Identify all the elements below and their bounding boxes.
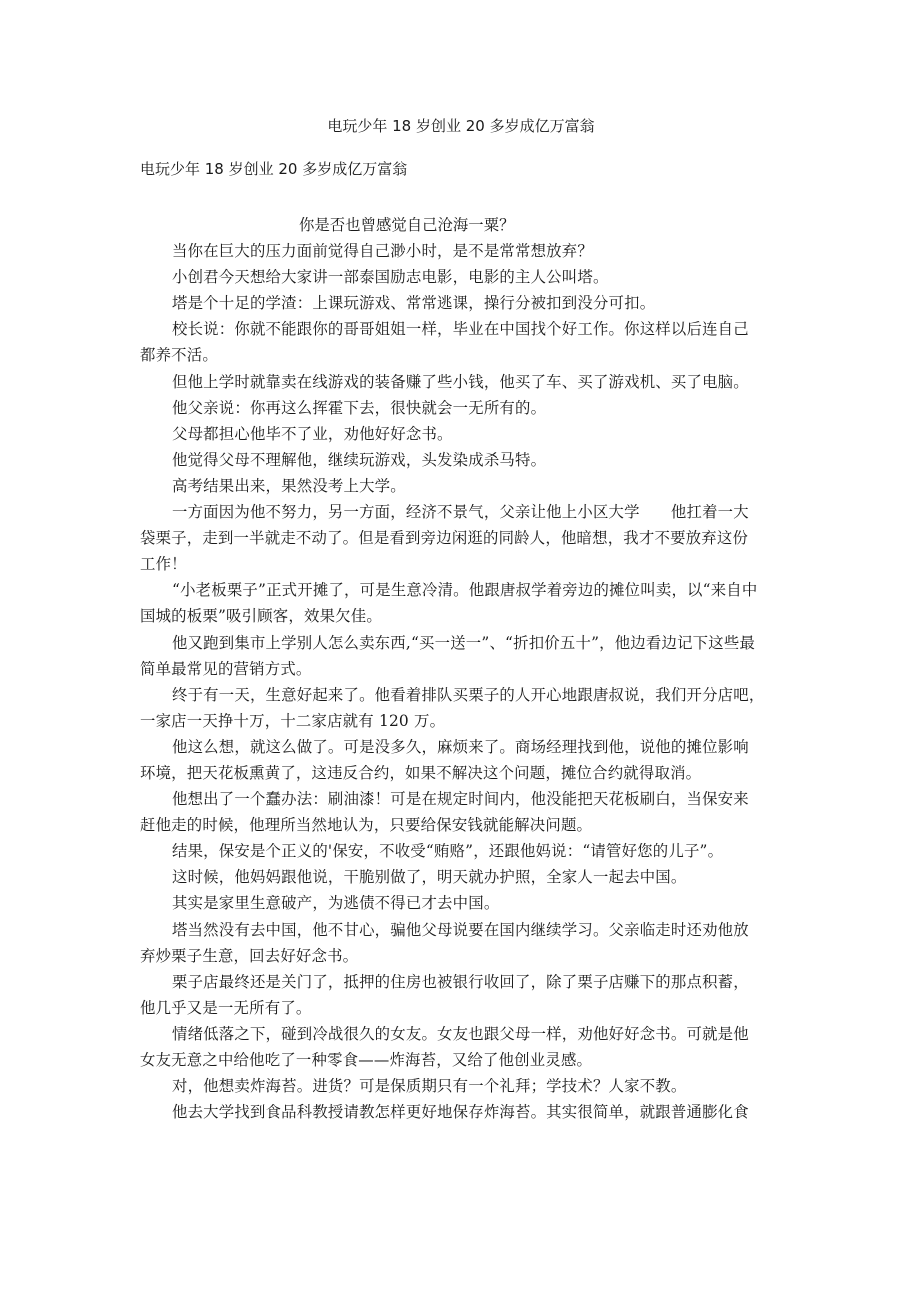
paragraph	[140, 264, 782, 290]
paragraph-line: 工作！	[140, 555, 187, 574]
paragraph	[140, 1073, 782, 1099]
paragraph-line: 高考结果出来，果然没考上大学。	[172, 476, 406, 495]
paragraph-line: 简单最常见的营销方式。	[140, 659, 312, 678]
paragraph	[140, 473, 782, 499]
paragraph	[140, 1099, 782, 1125]
paragraph-line: 弃炒栗子生意，回去好好念书。	[140, 946, 359, 965]
paragraph-line: 塔当然没有去中国，他不甘心，骗他父母说要在国内继续学习。父亲临走时还劝他放	[172, 920, 749, 939]
paragraph	[140, 734, 782, 786]
paragraph-line: 但他上学时就靠卖在线游戏的装备赚了些小钱，他买了车、买了游戏机、买了电脑。	[172, 372, 749, 391]
paragraph-line: 环境，把天花板熏黄了，这违反合约，如果不解决这个问题，摊位合约就得取消。	[140, 763, 702, 782]
paragraph-line: 一家店一天挣十万，十二家店就有 120 万。	[140, 711, 446, 730]
paragraph	[140, 577, 782, 629]
paragraph	[140, 316, 782, 368]
paragraph-line: 这时候，他妈妈跟他说，干脆别做了，明天就办护照，全家人一起去中国。	[172, 868, 687, 887]
paragraph	[140, 238, 782, 264]
paragraph	[140, 395, 782, 421]
paragraph-line: 国城的板栗”吸引顾客，效果欠佳。	[140, 607, 382, 626]
paragraph	[140, 421, 782, 447]
paragraph-line: 塔是个十足的学渣：上课玩游戏、常常逃课，操行分被扣到没分可扣。	[172, 294, 656, 313]
paragraph-line: 一方面因为他不努力，另一方面，经济不景气，父亲让他上小区大学 他扛着一大	[172, 503, 749, 522]
paragraph-line: 他觉得父母不理解他，继续玩游戏，头发染成杀马特。	[172, 450, 547, 469]
paragraph-line: 小创君今天想给大家讲一部泰国励志电影，电影的主人公叫塔。	[172, 268, 609, 287]
paragraph	[140, 369, 782, 395]
paragraph-line: 情绪低落之下，碰到冷战很久的女友。女友也跟父母一样，劝他好好念书。可就是他	[172, 1024, 749, 1043]
paragraph	[140, 786, 782, 838]
paragraph	[140, 838, 782, 864]
paragraph	[140, 969, 782, 1021]
paragraph-line: 女友无意之中给他吃了一种零食——炸海苔，又给了他创业灵感。	[140, 1051, 593, 1069]
paragraph	[140, 447, 782, 473]
paragraph-line: 他父亲说：你再这么挥霍下去，很快就会一无所有的。	[172, 398, 547, 417]
paragraph	[140, 890, 782, 916]
paragraph	[140, 499, 782, 577]
paragraph-line: 校长说：你就不能跟你的哥哥姐姐一样，毕业在中国找个好工作。你这样以后连自己	[172, 320, 749, 339]
paragraph-line: 结果，保安是个正义的'保安，不收受“贿赂”，还跟他妈说：“请管好您的儿子”。	[172, 842, 724, 861]
paragraph-line: 赶他走的时候，他理所当然地认为，只要给保安钱就能解决问题。	[140, 816, 593, 835]
document-subtitle: 电玩少年 18 岁创业 20 多岁成亿万富翁	[140, 160, 408, 178]
paragraph-line: 当你在巨大的压力面前觉得自己渺小时，是不是常常想放弃？	[172, 242, 593, 261]
paragraph-line: 都养不活。	[140, 346, 218, 365]
paragraph	[140, 1021, 782, 1073]
paragraph-line: 对，他想卖炸海苔。进货？可是保质期只有一个礼拜；学技术？人家不教。	[172, 1077, 687, 1096]
paragraph	[140, 682, 782, 734]
paragraph	[140, 864, 782, 890]
paragraph-line: “小老板栗子”正式开摊了，可是生意冷清。他跟唐叔学着旁边的摊位叫卖，以“来自中	[172, 581, 758, 600]
paragraph-line: 他这么想，就这么做了。可是没多久，麻烦来了。商场经理找到他，说他的摊位影响	[172, 737, 749, 756]
paragraph	[140, 917, 782, 969]
paragraph-line: 他去大学找到食品科教授请教怎样更好地保存炸海苔。其实很简单，就跟普通膨化食	[172, 1103, 749, 1122]
paragraph-line: 父母都担心他毕不了业，劝他好好念书。	[172, 424, 453, 443]
lead-question: 你是否也曾感觉自己沧海一粟？	[299, 216, 515, 234]
paragraph	[140, 290, 782, 316]
paragraph	[140, 630, 782, 682]
paragraph-line: 他想出了一个蠢办法：刷油漆！可是在规定时间内，他没能把天花板刷白，当保安来	[172, 790, 749, 809]
document-body	[140, 212, 782, 1125]
paragraph-line: 栗子店最终还是关门了，抵押的住房也被银行收回了，除了栗子店赚下的那点积蓄，	[172, 972, 749, 991]
paragraph-line: 他又跑到集市上学别人怎么卖东西,“买一送一”、“折扣价五十”，他边看边记下这些最	[172, 633, 756, 652]
paragraph-list	[140, 238, 782, 1125]
paragraph-line: 终于有一天，生意好起来了。他看着排队买栗子的人开心地跟唐叔说，我们开分店吧，	[172, 685, 765, 704]
paragraph-line: 其实是家里生意破产，为逃债不得已才去中国。	[172, 894, 500, 913]
paragraph-line: 袋栗子，走到一半就走不动了。但是看到旁边闲逛的同龄人，他暗想，我才不要放弃这份	[140, 529, 749, 548]
paragraph-line: 他几乎又是一无所有了。	[140, 998, 312, 1017]
document-title: 电玩少年 18 岁创业 20 多岁成亿万富翁	[327, 117, 595, 135]
